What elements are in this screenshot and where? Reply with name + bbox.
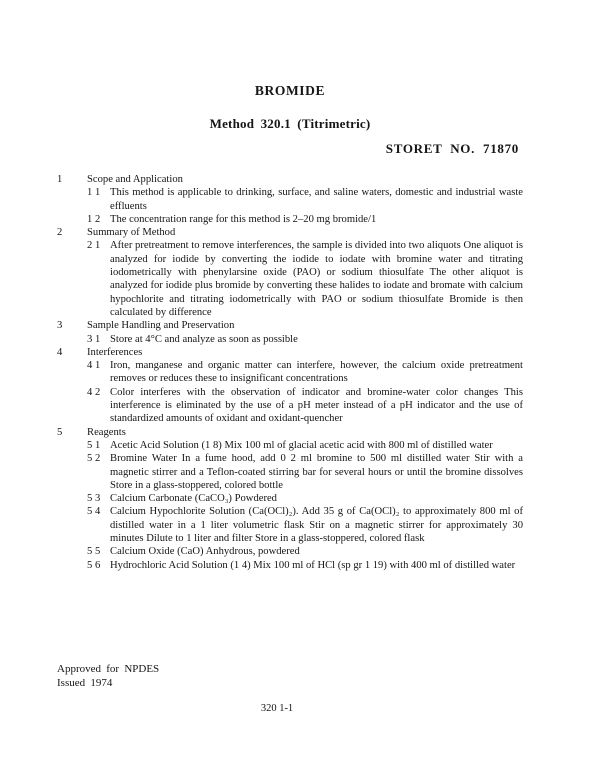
- subsection-number: 5 5: [87, 546, 101, 558]
- subsection-text: Color interferes with the observation of indicator and bromine-water color changes This interference is eliminated by the use of a pH meter instead of a pH indicator and the use of standardized amounts of oxidant and oxidant-quencher: [110, 386, 523, 425]
- subsection-text: Calcium Carbonate (CaCO₃) Powdered: [110, 493, 277, 505]
- subsection-text: This method is applicable to drinking, surface, and saline waters, domestic and industrial waste effluents: [110, 187, 523, 212]
- method-subtitle: Method 320.1 (Titrimetric): [209, 116, 371, 131]
- section-number: 5: [57, 426, 63, 438]
- subsection-number: 1 1: [87, 187, 101, 199]
- section-heading-row: [57, 426, 523, 439]
- document-body: [57, 173, 523, 572]
- section-heading: Sample Handling and Preservation: [87, 320, 235, 332]
- subsection-text: Store at 4°C and analyze as soon as possible: [110, 333, 298, 345]
- subsection-row: [87, 559, 523, 572]
- section-number: 1: [57, 174, 63, 185]
- issued-note: Issued 1974: [57, 676, 113, 689]
- section-heading-row: [57, 173, 523, 186]
- subsection-row: [87, 386, 523, 426]
- subsection-row: [87, 452, 523, 492]
- section-number: 4: [57, 346, 63, 358]
- section-heading-row: [57, 319, 523, 332]
- subsection-number: 2 1: [87, 240, 101, 252]
- subsection-row: [87, 186, 523, 213]
- page-title: BROMIDE: [254, 83, 326, 98]
- subsection-text: Calcium Oxide (CaO) Anhydrous, powdered: [110, 546, 300, 558]
- subsection-number: 1 2: [87, 213, 101, 225]
- section-heading: Summary of Method: [87, 227, 176, 239]
- subsection-text: Hydrochloric Acid Solution (1 4) Mix 100 ml of HCl (sp gr 1 19) with 400 ml of distilled water: [110, 559, 516, 571]
- subsection-row: [87, 492, 523, 505]
- section-number: 2: [57, 227, 63, 239]
- subsection-text: Iron, manganese and organic matter can interfere, however, the calcium oxide pretreatment removes or reduces these to insignificant concentrations: [110, 360, 523, 385]
- subsection-number: 5 3: [87, 493, 101, 505]
- subsection-row: [87, 213, 523, 226]
- section-heading-row: [57, 226, 523, 239]
- subsection-text: Calcium Hypochlorite Solution (Ca(OCl)₂). Add 35 g of Ca(OCl)₂ to approximately 800 ml of distilled water in a 1 liter volumetric flask Stir on a magnetic stirrer for approximately 30 minutes Dilute to 1 liter and filter Store in a glass-stoppered, colored flask: [110, 506, 523, 545]
- subsection-number: 5 1: [87, 439, 101, 451]
- subsection-row: [87, 545, 523, 558]
- section-heading: Scope and Application: [87, 174, 183, 185]
- subsection-text: After pretreatment to remove interferences, the sample is divided into two aliquots One aliquot is analyzed for iodide by converting the iodide to iodate with bromine water and titrating iodometrically with phenylarsine oxide (PAO) or sodium thiosulfate The other aliquot is analyzed for iodide plus bromide by converting these halides to iodate and bromate with calcium hypochlorite and titrating iodometrically with PAO or sodium thiosulfate Bromide is then calculated by difference: [110, 240, 523, 318]
- section-heading-row: [57, 346, 523, 359]
- approval-note: Approved for NPDES: [57, 663, 160, 675]
- subsection-number: 3 1: [87, 333, 101, 345]
- subsection-number: 5 6: [87, 559, 101, 571]
- subsection-row: [87, 505, 523, 545]
- section-number: 3: [57, 320, 63, 332]
- subsection-row: [87, 239, 523, 319]
- section-heading: Reagents: [87, 426, 126, 438]
- page-number: 320 1-1: [260, 703, 294, 714]
- subsection-row: [87, 333, 523, 346]
- subsection-number: 5 4: [87, 506, 101, 518]
- subsection-number: 4 1: [87, 360, 101, 372]
- subsection-text: Bromine Water In a fume hood, add 0 2 ml bromine to 500 ml distilled water Stir with a magnetic stirrer and a Teflon-coated stirring bar for several hours or until the bromine dissolves Store in a glass-stoppered, colored bottle: [110, 453, 523, 491]
- footer-block: [57, 663, 159, 690]
- subsection-number: 4 2: [87, 386, 101, 398]
- subsection-number: 5 2: [87, 453, 101, 465]
- subsection-text: Acetic Acid Solution (1 8) Mix 100 ml of glacial acetic acid with 800 ml of distilled water: [110, 439, 493, 451]
- subsection-row: [87, 439, 523, 452]
- section-heading: Interferences: [87, 346, 143, 358]
- subsection-row: [87, 359, 523, 386]
- subsection-text: The concentration range for this method is 2–20 mg bromide/1: [110, 213, 377, 225]
- storet-number: STORET NO. 71870: [385, 141, 519, 156]
